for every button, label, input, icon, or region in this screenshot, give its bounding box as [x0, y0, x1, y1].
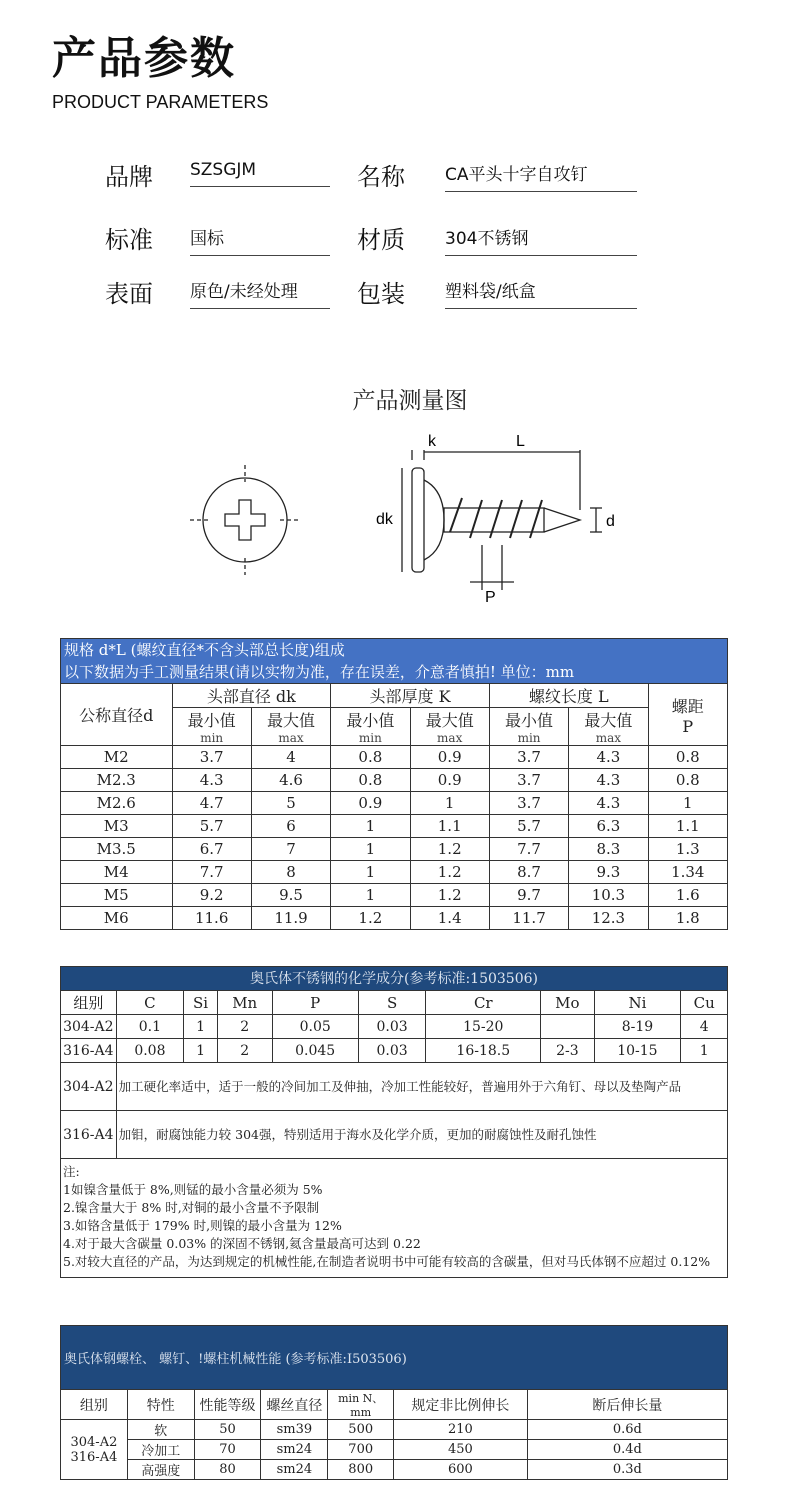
table-cell: 0.03	[358, 1039, 426, 1063]
table-cell: 4	[251, 746, 330, 769]
column-header: Mo	[541, 991, 594, 1015]
column-header: 性能等级	[194, 1390, 261, 1420]
table-cell: 1	[331, 884, 410, 907]
table-cell: 700	[328, 1440, 394, 1460]
diagram-title: 产品测量图	[352, 388, 468, 414]
table-cell: 8	[251, 861, 330, 884]
note-line: 5.对较大直径的产品，为达到规定的机械性能,在制造者说明书中可能有较高的含碳量，但对马氏体钢不应超过 0.12%	[63, 1254, 711, 1269]
table-cell: 0.03	[358, 1015, 426, 1039]
table-cell: 80	[194, 1460, 261, 1480]
min-label: min	[517, 731, 541, 745]
table-cell: 11.9	[251, 907, 330, 930]
table-cell: 0.9	[410, 746, 489, 769]
table-cell: sm24	[261, 1440, 328, 1460]
label-P: P	[485, 589, 496, 606]
param-label: 表面	[105, 280, 153, 308]
table-cell: 16-18.5	[426, 1039, 541, 1063]
table-cell: 6.3	[569, 815, 648, 838]
col-pitch	[648, 684, 727, 746]
table-cell: 1	[648, 792, 727, 815]
note-line: 4.对于最大含碳量 0.03% 的深固不锈钢,氦含量最高可达到 0.22	[63, 1236, 421, 1251]
note-line: 注:	[63, 1164, 80, 1179]
group-cell	[61, 1420, 128, 1480]
table-cell: 3.7	[489, 792, 568, 815]
desc-text: 加工硬化率适中，适于一般的冷间加工及伸抽，冷加工性能较好，普遍用外于六角钉、母以及垫陶产品	[116, 1063, 727, 1111]
table-cell: 50	[194, 1420, 261, 1440]
column-header: Mn	[217, 991, 272, 1015]
table-cell: 10.3	[569, 884, 648, 907]
min-label: min	[358, 731, 382, 745]
column-header: min N、mm	[328, 1390, 394, 1420]
table-cell: 3.7	[489, 769, 568, 792]
screw-head-top-view	[190, 465, 300, 575]
table-cell: 9.3	[569, 861, 648, 884]
table-cell: M3.5	[61, 838, 173, 861]
table-cell: 高强度	[127, 1460, 194, 1480]
notes	[61, 1159, 728, 1278]
table-cell: M3	[61, 815, 173, 838]
table-cell: 9.5	[251, 884, 330, 907]
table-cell: sm24	[261, 1460, 328, 1480]
chem-table	[60, 966, 728, 1278]
max-label-cn: 最大值	[267, 711, 316, 730]
table-row	[61, 861, 728, 884]
table-cell: 0.9	[410, 769, 489, 792]
table-row	[61, 1440, 728, 1460]
min-label-cn: 最小值	[187, 711, 236, 730]
column-header: 螺丝直径	[261, 1390, 328, 1420]
table-cell: 3.7	[489, 746, 568, 769]
table-cell: 0.8	[331, 769, 410, 792]
param-label: 标准	[105, 226, 153, 254]
table-row	[61, 769, 728, 792]
table-cell: 1.1	[410, 815, 489, 838]
table-cell: 1.1	[648, 815, 727, 838]
table-cell: 600	[394, 1460, 528, 1480]
table-cell: 0.4d	[527, 1440, 727, 1460]
column-header: 组别	[61, 991, 117, 1015]
table-cell: 1.8	[648, 907, 727, 930]
table-cell: 2	[217, 1015, 272, 1039]
label-d: d	[606, 513, 615, 530]
desc-text: 加钼，耐腐蚀能力较 304强，特别适用于海水及化学介质，更加的耐腐蚀性及耐孔蚀性	[116, 1111, 727, 1159]
spec-table-title	[61, 639, 728, 684]
page-title: 产品参数	[52, 33, 236, 84]
table-cell: 1.2	[410, 884, 489, 907]
table-cell: 7.7	[489, 838, 568, 861]
table-cell: 5.7	[489, 815, 568, 838]
table-cell: 0.8	[648, 746, 727, 769]
max-header	[410, 708, 489, 746]
min-header	[489, 708, 568, 746]
table-cell: 1.6	[648, 884, 727, 907]
table-cell: 7.7	[172, 861, 251, 884]
table-row	[61, 792, 728, 815]
column-header: 特性	[127, 1390, 194, 1420]
table-row	[61, 815, 728, 838]
max-label-cn: 最大值	[584, 711, 633, 730]
table-cell: 0.05	[272, 1015, 358, 1039]
table-row	[61, 1015, 728, 1039]
min-label-cn: 最小值	[505, 711, 554, 730]
mech-table-title: 奥氏体钢螺栓、 螺钉、!螺柱机械性能 (参考标准:I503506)	[61, 1326, 728, 1390]
param-value: SZSGJM	[190, 160, 330, 187]
column-header: C	[116, 991, 184, 1015]
table-cell: 8.3	[569, 838, 648, 861]
table-cell: 2-3	[541, 1039, 594, 1063]
table-cell: M2.3	[61, 769, 173, 792]
param-value: 304不锈钢	[445, 224, 637, 256]
table-row	[61, 746, 728, 769]
table-cell: 15-20	[426, 1015, 541, 1039]
column-header: Si	[184, 991, 218, 1015]
table-cell: 316-A4	[61, 1039, 117, 1063]
group-l: 螺纹长度 L	[489, 684, 648, 708]
table-row	[61, 1460, 728, 1480]
table-cell: 6.7	[172, 838, 251, 861]
table-cell: 软	[127, 1420, 194, 1440]
col-d: 公称直径d	[61, 684, 173, 746]
table-cell: M5	[61, 884, 173, 907]
table-cell: 11.6	[172, 907, 251, 930]
min-label: min	[200, 731, 224, 745]
table-cell: M4	[61, 861, 173, 884]
param-value: 国标	[190, 224, 330, 256]
table-cell: 0.6d	[527, 1420, 727, 1440]
table-cell: 0.9	[331, 792, 410, 815]
table-row	[61, 1420, 728, 1440]
table-row	[61, 884, 728, 907]
column-header: 规定非比例伸长	[394, 1390, 528, 1420]
table-cell: 1	[331, 861, 410, 884]
table-cell: 4.3	[172, 769, 251, 792]
table-cell: sm39	[261, 1420, 328, 1440]
max-label-cn: 最大值	[425, 711, 474, 730]
table-row	[61, 1039, 728, 1063]
table-cell: 500	[328, 1420, 394, 1440]
group-label: 304-A2	[70, 1434, 118, 1450]
table-cell: 0.08	[116, 1039, 184, 1063]
table-cell: 11.7	[489, 907, 568, 930]
max-label: max	[595, 731, 622, 745]
table-cell: 4.3	[569, 769, 648, 792]
note-line: 3.如铬含量低于 179% 时,则镍的最小含量为 12%	[63, 1218, 342, 1233]
table-cell: 1	[331, 838, 410, 861]
column-header: 断后伸长量	[527, 1390, 727, 1420]
desc-group: 316-A4	[61, 1111, 117, 1159]
table-cell: 9.2	[172, 884, 251, 907]
table-cell: 10-15	[594, 1039, 681, 1063]
max-header	[569, 708, 648, 746]
spec-table	[60, 638, 728, 930]
spec-note-line: 以下数据为手工测量结果(请以实物为准，存在误差，介意者慎拍! 单位：mm	[64, 663, 575, 681]
chem-table-title: 奥氏体不锈钢的化学成分(参考标准:1503506)	[61, 967, 728, 991]
table-cell: 800	[328, 1460, 394, 1480]
screw-diagram	[180, 420, 640, 610]
table-cell: 1	[681, 1039, 728, 1063]
label-dk: dk	[376, 511, 393, 528]
table-cell: 0.8	[331, 746, 410, 769]
table-cell: 210	[394, 1420, 528, 1440]
table-cell: 1.4	[410, 907, 489, 930]
group-label: 316-A4	[70, 1449, 118, 1465]
table-cell: 1	[184, 1015, 218, 1039]
param-label: 材质	[357, 226, 405, 254]
column-header: Cu	[681, 991, 728, 1015]
table-cell: 1	[410, 792, 489, 815]
label-k: k	[428, 433, 436, 450]
table-cell: 5.7	[172, 815, 251, 838]
table-cell: 1.2	[410, 838, 489, 861]
table-cell: 8-19	[594, 1015, 681, 1039]
table-cell: 1.34	[648, 861, 727, 884]
mech-table	[60, 1325, 728, 1480]
table-cell: 5	[251, 792, 330, 815]
table-cell: 1	[184, 1039, 218, 1063]
table-cell: 4.6	[251, 769, 330, 792]
table-cell: 450	[394, 1440, 528, 1460]
param-label: 包装	[357, 280, 405, 308]
desc-group: 304-A2	[61, 1063, 117, 1111]
min-label-cn: 最小值	[346, 711, 395, 730]
table-cell	[541, 1015, 594, 1039]
param-value: CA平头十字自攻钉	[445, 160, 637, 192]
spec-title-line: 规格 d*L (螺纹直径*不含头部总长度)组成	[64, 641, 345, 659]
note-line: 2.镍含量大于 8% 时,对铜的最小含量不予限制	[63, 1200, 320, 1215]
param-value: 原色/未经处理	[190, 277, 330, 309]
column-header: Cr	[426, 991, 541, 1015]
column-header: P	[272, 991, 358, 1015]
table-cell: M6	[61, 907, 173, 930]
min-header	[331, 708, 410, 746]
note-line: 1如镍含量低于 8%,则锰的最小含量必须为 5%	[63, 1182, 323, 1197]
table-cell: 0.045	[272, 1039, 358, 1063]
param-label: 名称	[357, 163, 405, 191]
pitch-symbol: P	[682, 716, 694, 736]
table-cell: 8.7	[489, 861, 568, 884]
table-cell: 0.8	[648, 769, 727, 792]
table-cell: 304-A2	[61, 1015, 117, 1039]
max-label: max	[278, 731, 304, 745]
screw-side-view	[402, 450, 602, 590]
table-cell: 70	[194, 1440, 261, 1460]
min-header	[172, 708, 251, 746]
table-cell: 12.3	[569, 907, 648, 930]
table-cell: 4.3	[569, 792, 648, 815]
group-dk: 头部直径 dk	[172, 684, 331, 708]
table-cell: 4.7	[172, 792, 251, 815]
page-subtitle: PRODUCT PARAMETERS	[52, 92, 269, 112]
table-cell: 4	[681, 1015, 728, 1039]
table-cell: 冷加工	[127, 1440, 194, 1460]
param-label: 品牌	[105, 163, 153, 191]
table-cell: M2	[61, 746, 173, 769]
table-cell: 1.3	[648, 838, 727, 861]
table-row	[61, 907, 728, 930]
table-cell: 1.2	[331, 907, 410, 930]
label-L: L	[516, 433, 525, 450]
table-cell: 9.7	[489, 884, 568, 907]
max-header	[251, 708, 330, 746]
column-header: S	[358, 991, 426, 1015]
pitch-label: 螺距	[671, 696, 704, 716]
table-cell: 0.3d	[527, 1460, 727, 1480]
table-cell: 4.3	[569, 746, 648, 769]
column-header: 组别	[61, 1390, 128, 1420]
max-label: max	[437, 731, 463, 745]
param-value: 塑料袋/纸盒	[445, 277, 637, 309]
table-cell: 2	[217, 1039, 272, 1063]
table-cell: 6	[251, 815, 330, 838]
table-cell: M2.6	[61, 792, 173, 815]
group-k: 头部厚度 K	[331, 684, 490, 708]
column-header: Ni	[594, 991, 681, 1015]
table-row	[61, 838, 728, 861]
table-cell: 3.7	[172, 746, 251, 769]
table-cell: 0.1	[116, 1015, 184, 1039]
table-cell: 1	[331, 815, 410, 838]
table-cell: 7	[251, 838, 330, 861]
table-cell: 1.2	[410, 861, 489, 884]
